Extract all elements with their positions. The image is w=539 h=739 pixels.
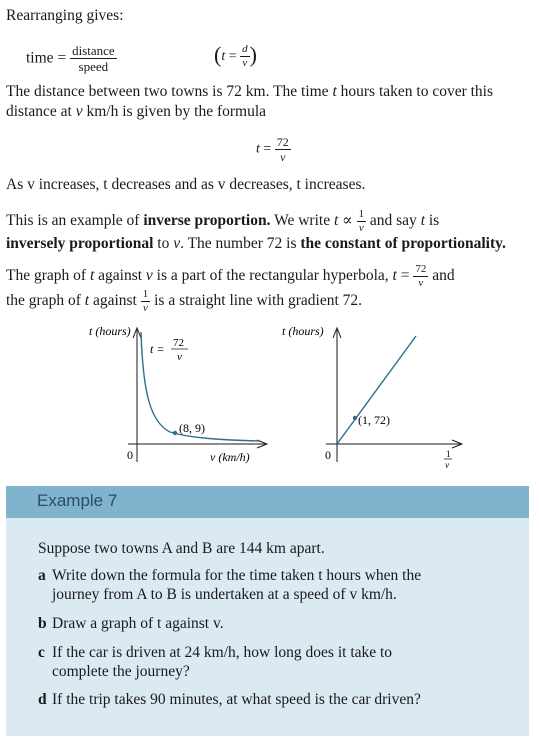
example-intro: Suppose two towns A and B are 144 km apart. (38, 540, 325, 557)
time-word: time (26, 49, 54, 67)
example-part-b: b Draw a graph of t against v. (38, 615, 224, 632)
graph1-point-label: (8, 9) (179, 421, 205, 435)
point-8-9 (173, 431, 177, 435)
graph1-formula-lhs: t = (150, 342, 165, 356)
intro-heading: Rearranging gives: (6, 7, 124, 24)
paragraph-as-v-increases (6, 175, 534, 195)
graph1-formula-den: v (177, 351, 182, 363)
graph2-ylabel: t (hours) (282, 324, 324, 338)
distance-over-speed (70, 44, 117, 73)
alt-t: t (221, 48, 226, 64)
as-v-increases-text: As v increases, t decreases and as v decreases, t increases. (6, 176, 366, 193)
formula-t-72-over-v: t = $\frac{72}{v}$ (256, 135, 289, 164)
gradient-line (337, 336, 416, 444)
alt-formula: (t = $\frac{d}{v}$ ) (214, 42, 257, 70)
graph2-point-label: (1, 72) (358, 413, 390, 427)
graph2-origin: 0 (325, 448, 331, 462)
speed-word: speed (78, 59, 109, 74)
graph1-xlabel: v (km/h) (210, 450, 250, 464)
point-1-72 (353, 416, 357, 420)
example-part-c: c If the car is driven at 24 km/h, how long does it take to complete the journey? (38, 644, 393, 680)
time-formula: time = $\frac{\text{distance}}{\text{speed}}$ (26, 43, 115, 74)
line-graph (276, 322, 466, 472)
alt-v: v (242, 57, 248, 70)
paragraph-inverse-proportion: This is an example of inverse proportion. We write t ∝ $\frac{1}{v}$ and say t is inversely proportional to v. The number 72 is the constant of proportionality. (6, 208, 506, 252)
graph1-formula-num: 72 (173, 337, 184, 349)
graph2-x-num: 1 (446, 449, 451, 459)
paragraph-distance: The distance between two towns is 72 km. The time t hours taken to cover this distance at v km/h is given by the formula (6, 83, 494, 120)
alt-d: d (242, 43, 248, 56)
distance-word: distance (72, 43, 115, 58)
example-part-a: a Write down the formula for the time taken t hours when the journey from A to B is undertaken at a speed of v km/h. (38, 567, 422, 603)
example-title: Example 7 (37, 491, 118, 510)
hyperbola-graph (80, 322, 270, 472)
graph1-ylabel: t (hours) (89, 324, 131, 338)
graph2-x-den: v (445, 460, 449, 470)
example-part-d: d If the trip takes 90 minutes, at what speed is the car driven? (38, 691, 421, 708)
paragraph-graph-description: The graph of t against v is a part of the rectangular hyperbola, t = $\frac{72}{v}$ and the graph of t against $\frac{1}{v}$ is a straight line with gradient 72. (6, 263, 455, 314)
graph1-origin: 0 (127, 448, 133, 462)
